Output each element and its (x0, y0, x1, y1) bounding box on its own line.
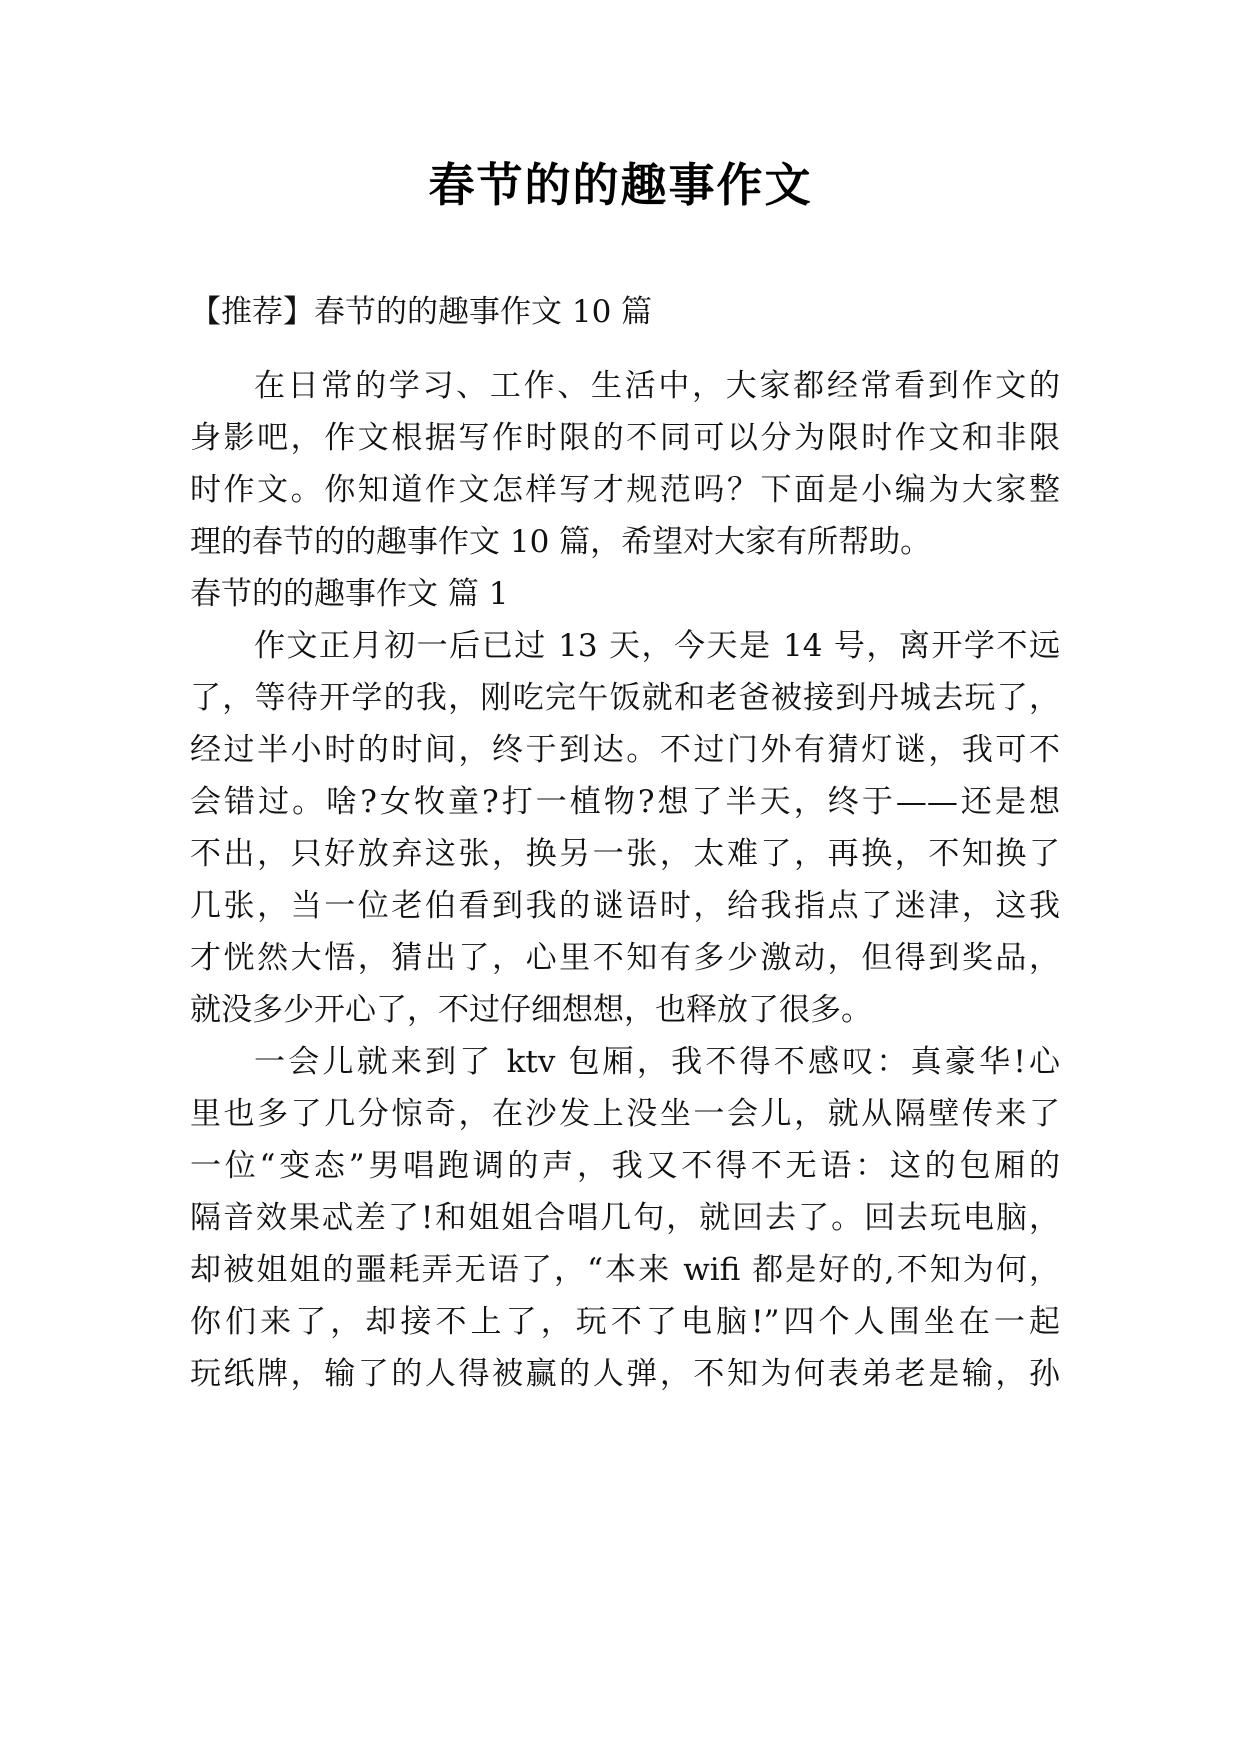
document-subtitle: 【推荐】春节的的趣事作文 10 篇 (190, 294, 653, 330)
paragraph-line: 却被姐姐的噩耗弄无语了，“本来 wifi 都是好的,不知为何， (190, 1252, 1060, 1288)
paragraph-line: 一会儿就来到了 ktv 包厢，我不得不感叹：真豪华!心 (254, 1044, 1060, 1080)
paragraph-line: 了，等待开学的我，刚吃完午饭就和老爸被接到丹城去玩了， (190, 680, 1060, 716)
paragraph-line: 会错过。啥?女牧童?打一植物?想了半天，终于——还是想 (190, 784, 1060, 820)
document-title: 春节的的趣事作文 (428, 158, 813, 212)
paragraph-line: 就没多少开心了，不过仔细想想，也释放了很多。 (190, 992, 872, 1028)
paragraph-line: 才恍然大悟，猜出了，心里不知有多少激动，但得到奖品， (190, 940, 1060, 976)
paragraph-line: 里也多了几分惊奇，在沙发上没坐一会儿，就从隔壁传来了 (190, 1096, 1060, 1132)
intro-line: 理的春节的的趣事作文 10 篇，希望对大家有所帮助。 (190, 524, 932, 560)
intro-line: 时作文。你知道作文怎样写才规范吗？下面是小编为大家整 (190, 472, 1060, 508)
paragraph-line: 不出，只好放弃这张，换另一张，太难了，再换，不知换了 (190, 836, 1060, 872)
section-heading: 春节的的趣事作文 篇 1 (190, 576, 509, 612)
paragraph-line: 隔音效果忒差了!和姐姐合唱几句，就回去了。回去玩电脑， (190, 1200, 1060, 1236)
paragraph-line: 你们来了，却接不上了，玩不了电脑!”四个人围坐在一起 (190, 1304, 1060, 1340)
paragraph-line: 经过半小时的时间，终于到达。不过门外有猜灯谜，我可不 (190, 732, 1060, 768)
paragraph-line: 玩纸牌，输了的人得被赢的人弹，不知为何表弟老是输，孙 (190, 1356, 1060, 1392)
intro-line: 在日常的学习、工作、生活中，大家都经常看到作文的 (254, 368, 1060, 404)
paragraph-line: 作文正月初一后已过 13 天，今天是 14 号，离开学不远 (254, 628, 1060, 664)
paragraph-line: 一位“变态”男唱跑调的声，我又不得不无语：这的包厢的 (190, 1148, 1060, 1184)
intro-line: 身影吧，作文根据写作时限的不同可以分为限时作文和非限 (190, 420, 1060, 456)
paragraph-line: 几张，当一位老伯看到我的谜语时，给我指点了迷津，这我 (190, 888, 1060, 924)
